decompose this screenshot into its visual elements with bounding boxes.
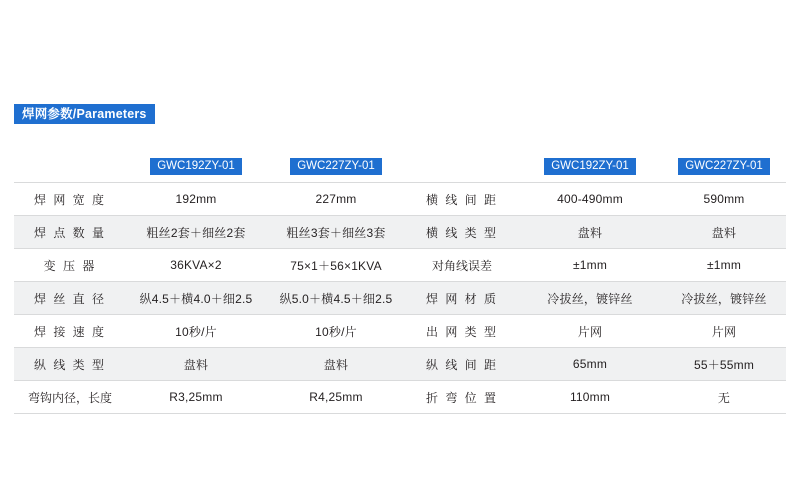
table-row (14, 282, 786, 315)
table-row (14, 315, 786, 348)
row-value-left-1: 纵4.5＋横4.0＋细2.5 (126, 282, 266, 315)
row-label-right: 出 网 类 型 (406, 315, 518, 348)
row-value-left-1: R3,25mm (126, 381, 266, 414)
row-value-right-2: 片网 (662, 315, 786, 348)
row-label-right: 对角线误差 (406, 249, 518, 282)
table-header-row (14, 150, 786, 183)
table-row (14, 381, 786, 414)
row-value-left-2: 227mm (266, 183, 406, 216)
row-value-right-1: 片网 (518, 315, 662, 348)
row-value-right-2: 无 (662, 381, 786, 414)
row-value-right-2: 盘料 (662, 216, 786, 249)
section-title: 焊网参数/Parameters (14, 104, 155, 124)
row-value-left-1: 192mm (126, 183, 266, 216)
row-label-left: 弯钩内径，长度 (14, 381, 126, 414)
table-row (14, 348, 786, 381)
header-cell-blank-left (14, 150, 126, 183)
row-value-right-1: 110mm (518, 381, 662, 414)
header-cell-model-2 (266, 150, 406, 183)
row-value-right-2: ±1mm (662, 249, 786, 282)
model-badge: GWC192ZY-01 (544, 158, 636, 175)
table-row (14, 183, 786, 216)
row-label-right: 纵 线 间 距 (406, 348, 518, 381)
row-label-right: 焊 网 材 质 (406, 282, 518, 315)
parameters-table (14, 150, 786, 414)
row-value-right-2: 590mm (662, 183, 786, 216)
row-label-left: 焊 接 速 度 (14, 315, 126, 348)
parameters-table-wrapper (14, 150, 786, 414)
row-value-right-2: 55＋55mm (662, 348, 786, 381)
row-value-left-2: 粗丝3套＋细丝3套 (266, 216, 406, 249)
row-label-left: 焊 网 宽 度 (14, 183, 126, 216)
header-cell-model-3 (518, 150, 662, 183)
row-value-right-1: ±1mm (518, 249, 662, 282)
header-cell-model-1 (126, 150, 266, 183)
table-row (14, 249, 786, 282)
header-cell-model-4 (662, 150, 786, 183)
row-value-right-1: 冷拔丝，镀锌丝 (518, 282, 662, 315)
row-value-left-1: 36KVA×2 (126, 249, 266, 282)
table-row (14, 216, 786, 249)
model-badge: GWC192ZY-01 (150, 158, 242, 175)
row-value-left-1: 盘料 (126, 348, 266, 381)
row-value-left-2: 75×1＋56×1KVA (266, 249, 406, 282)
row-value-left-1: 10秒/片 (126, 315, 266, 348)
row-label-right: 折 弯 位 置 (406, 381, 518, 414)
row-value-right-1: 盘料 (518, 216, 662, 249)
row-value-left-2: 纵5.0＋横4.5＋细2.5 (266, 282, 406, 315)
row-value-left-1: 粗丝2套＋细丝2套 (126, 216, 266, 249)
row-value-left-2: 盘料 (266, 348, 406, 381)
row-value-right-1: 400-490mm (518, 183, 662, 216)
row-label-right: 横 线 类 型 (406, 216, 518, 249)
row-value-right-1: 65mm (518, 348, 662, 381)
row-label-left: 焊 点 数 量 (14, 216, 126, 249)
model-badge: GWC227ZY-01 (290, 158, 382, 175)
row-value-left-2: R4,25mm (266, 381, 406, 414)
row-label-left: 变 压 器 (14, 249, 126, 282)
header-cell-blank-right (406, 150, 518, 183)
row-label-right: 横 线 间 距 (406, 183, 518, 216)
row-label-left: 焊 丝 直 径 (14, 282, 126, 315)
row-value-left-2: 10秒/片 (266, 315, 406, 348)
row-value-right-2: 冷拔丝，镀锌丝 (662, 282, 786, 315)
model-badge: GWC227ZY-01 (678, 158, 770, 175)
row-label-left: 纵 线 类 型 (14, 348, 126, 381)
